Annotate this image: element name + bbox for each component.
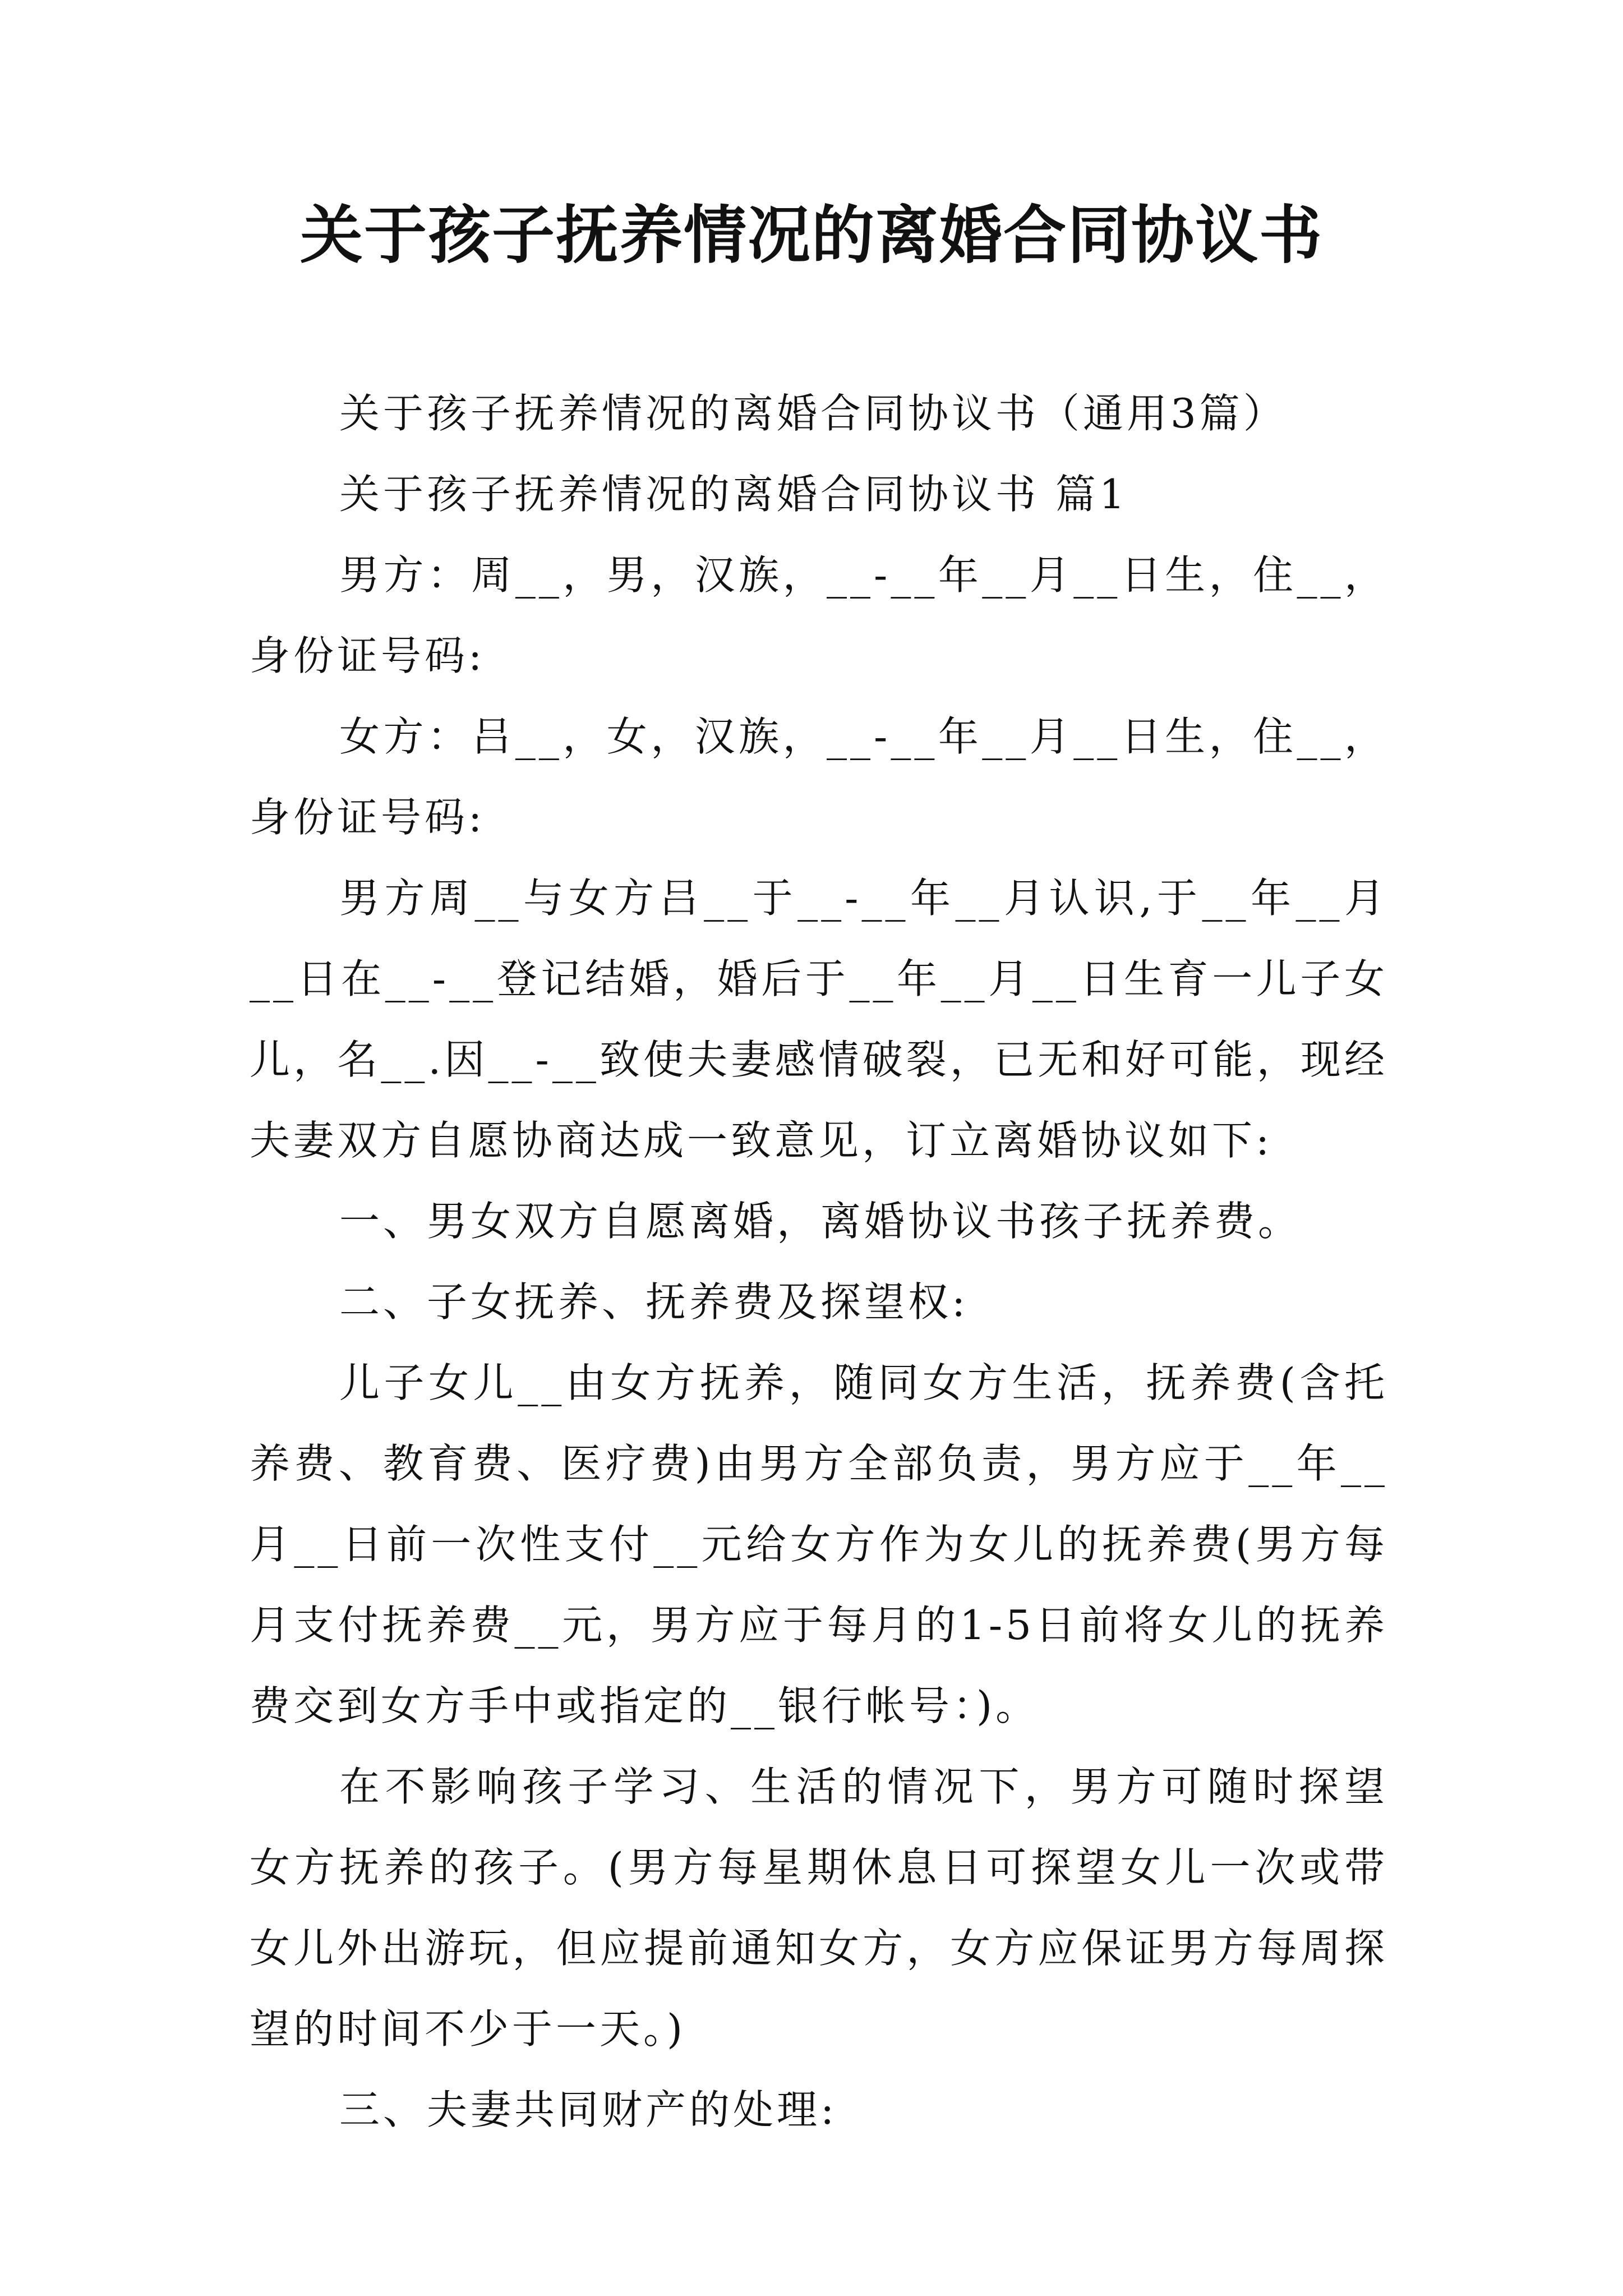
paragraph-female-party: 女方：吕__，女，汉族，__-__年__月__日生，住__，身份证号码: <box>250 713 1388 841</box>
paragraph-child-support: 儿子女儿__由女方抚养，随同女方生活，抚养费(含托养费、教育费、医疗费)由男方全部负责，男方应于__年__月__日前一次性支付__元给女方作为女儿的抚养费(男方每月支付抚养费__元，男方应于每月的1-5日前将女儿的抚养费交到女方手中或指定的__银行帐号：)。 <box>250 1359 1388 1729</box>
paragraph-clause-1: 一、男女双方自愿离婚，离婚协议书孩子抚养费。 <box>339 1198 1302 1245</box>
paragraph-background: 男方周__与女方吕__于__-__年__月认识,于__年__月__日在__-__登记结婚，婚后于__年__月__日生育一儿子女儿，名__.因__-__致使夫妻感情破裂，已无和好可能，现经夫妻双方自愿协商达成一致意见，订立离婚协议如下: <box>250 875 1388 1164</box>
document-body <box>250 373 1388 2150</box>
document-title: 关于孩子抚养情况的离婚合同协议书 <box>300 199 1323 272</box>
paragraph-subtitle: 关于孩子抚养情况的离婚合同协议书（通用3篇） <box>339 390 1287 437</box>
paragraph-clause-2-heading: 二、子女抚养、抚养费及探望权: <box>339 1278 969 1326</box>
paragraph-section-heading: 关于孩子抚养情况的离婚合同协议书 篇1 <box>339 471 1128 518</box>
paragraph-male-party: 男方：周__，男，汉族，__-__年__月__日生，住__，身份证号码: <box>250 551 1388 679</box>
paragraph-visitation: 在不影响孩子学习、生活的情况下，男方可随时探望女方抚养的孩子。(男方每星期休息日可探望女儿一次或带女儿外出游玩，但应提前通知女方，女方应保证男方每周探望的时间不少于一天。) <box>250 1763 1388 2053</box>
paragraph-clause-3-heading: 三、夫妻共同财产的处理: <box>339 2086 838 2133</box>
